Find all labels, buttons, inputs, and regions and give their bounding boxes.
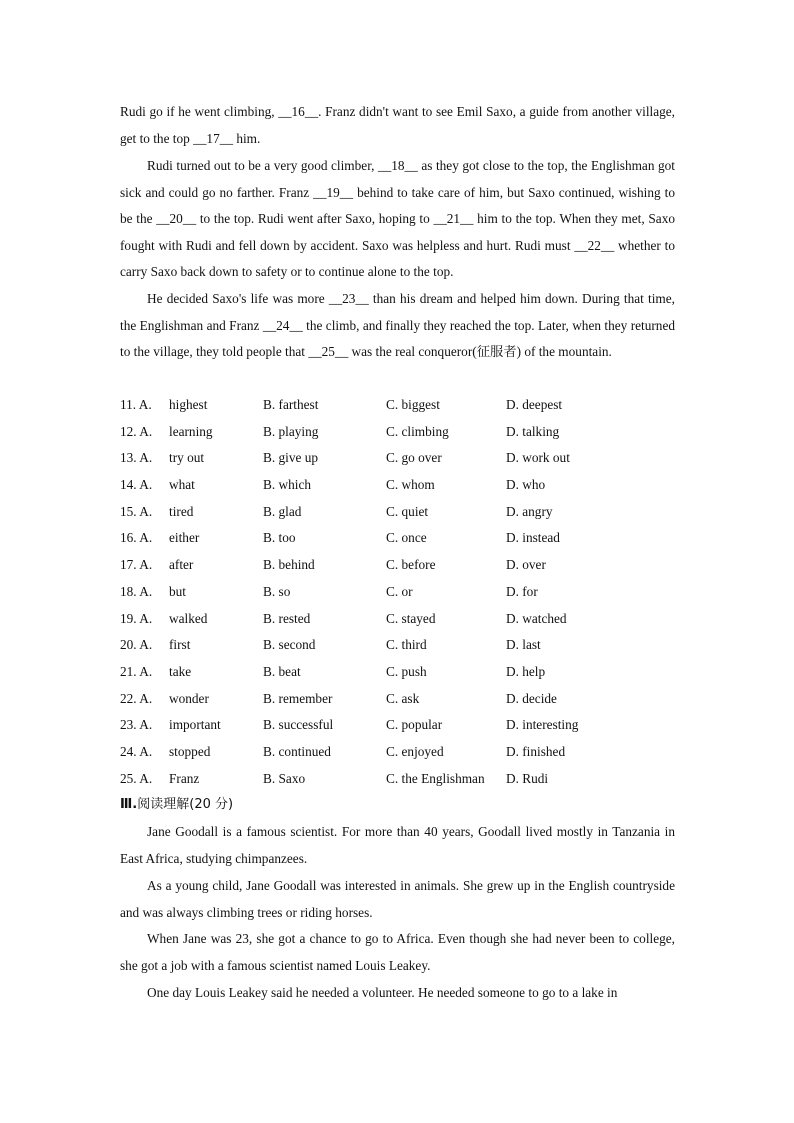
reading-paragraph-2 [120, 873, 675, 926]
option-b: B. behind [263, 557, 315, 573]
option-b: B. glad [263, 503, 302, 519]
option-d: D. over [506, 557, 546, 573]
option-row [120, 499, 680, 526]
option-c: C. biggest [386, 397, 440, 412]
passage-paragraph-2-text: Rudi turned out to be a very good climber, __18__ as they got close to the top, the Englishman got sick and could go no farther. Franz __19__ behind to take care of him, but Saxo continued, wishing to be the __20__ to the top. Rudi went after Saxo, hoping to __21__ him to the top. When they met, Saxo fought with Rudi and fell down by accident. Saxo was helpless and hurt. Rudi must __22__ whether to carry Saxo back down to safety or to continue alone to the top. [120, 158, 675, 280]
option-row [120, 686, 680, 713]
option-row [120, 525, 680, 552]
question-number: 14. A. [120, 477, 153, 493]
option-b: B. successful [263, 717, 334, 733]
option-d: D. help [506, 663, 546, 679]
option-a: walked [169, 610, 208, 626]
option-a: tired [169, 503, 194, 519]
passage-paragraph-3-text: He decided Saxo's life was more __23__ than his dream and helped him down. During that time, the Englishman and Franz __24__ the climb, and finally they reached the top. Later, when they returned to the village, they told people that __25__ was the real conqueror(征服者) of the mountain. [120, 291, 675, 360]
option-c: C. or [386, 583, 413, 599]
option-c: C. enjoyed [386, 743, 444, 759]
passage-paragraph-2 [120, 153, 675, 286]
option-a: either [169, 530, 200, 546]
option-row [120, 445, 680, 472]
option-b: B. continued [263, 743, 331, 759]
option-d: D. who [506, 477, 546, 493]
option-c: C. before [386, 557, 436, 573]
option-a: important [169, 717, 221, 733]
section-title-text: 阅读理解 [137, 797, 190, 812]
passage-paragraph-1: Rudi go if he went climbing, __16__. Franz didn't want to see Emil Saxo, a guide from another village, get to the top __17__ him. [120, 104, 675, 146]
option-a: take [169, 663, 192, 679]
option-b: B. which [263, 477, 312, 493]
option-c: C. quiet [386, 503, 429, 519]
option-d: D. instead [506, 530, 560, 546]
question-number: 13. A. [120, 450, 153, 466]
option-d: D. angry [506, 503, 553, 519]
question-number: 12. A. [120, 423, 153, 439]
option-row [120, 552, 680, 579]
option-row [120, 766, 680, 793]
question-number: 15. A. [120, 503, 153, 519]
option-b: B. rested [263, 610, 311, 626]
option-d: D. last [506, 637, 541, 653]
option-row [120, 606, 680, 633]
option-row [120, 472, 680, 499]
question-number: 22. A. [120, 690, 153, 706]
answer-options-list [120, 392, 680, 792]
option-a: Franz [169, 770, 200, 786]
option-c: C. ask [386, 690, 420, 706]
passage-paragraph-3 [120, 286, 675, 366]
question-number: 24. A. [120, 743, 153, 759]
reading-paragraph-4 [120, 980, 675, 1007]
option-d: D. interesting [506, 717, 579, 733]
option-row [120, 739, 680, 766]
option-d: D. for [506, 583, 538, 599]
option-c: C. third [386, 637, 427, 653]
option-d: D. decide [506, 690, 557, 706]
option-b: B. so [263, 583, 291, 599]
option-d: D. Rudi [506, 770, 549, 786]
option-a: after [169, 557, 194, 573]
option-d: D. talking [506, 423, 560, 439]
option-row [120, 659, 680, 686]
option-c: C. climbing [386, 423, 449, 439]
question-number: 21. A. [120, 663, 153, 679]
question-number: 16. A. [120, 530, 153, 546]
question-number: 11. A. [120, 397, 152, 412]
option-c: C. once [386, 530, 427, 546]
reading-paragraph-1-text: Jane Goodall is a famous scientist. For more than 40 years, Goodall lived mostly in Tanzania in East Africa, studying chimpanzees. [120, 824, 675, 866]
option-b: B. too [263, 530, 296, 546]
option-d: D. work out [506, 450, 570, 466]
option-row [120, 579, 680, 606]
option-a: highest [169, 397, 208, 412]
section-score: (20 分) [189, 797, 234, 812]
reading-paragraph-1 [120, 819, 675, 872]
option-b: B. remember [263, 690, 333, 706]
section-heading [120, 792, 233, 819]
reading-paragraph-3-text: When Jane was 23, she got a chance to go to Africa. Even though she had never been to college, she got a job with a famous scientist named Louis Leakey. [120, 931, 675, 973]
option-b: B. beat [263, 663, 301, 679]
option-a: try out [169, 450, 205, 466]
option-b: B. playing [263, 423, 319, 439]
reading-paragraph-3 [120, 926, 675, 979]
option-c: C. the Englishman [386, 770, 485, 786]
question-number: 23. A. [120, 717, 153, 733]
option-d: D. watched [506, 610, 567, 626]
question-number: 20. A. [120, 637, 153, 653]
option-b: B. give up [263, 450, 319, 466]
option-row [120, 392, 680, 419]
option-d: D. deepest [506, 397, 563, 412]
section-roman-numeral: Ⅲ. [120, 797, 138, 812]
option-b: B. second [263, 637, 316, 653]
option-a: stopped [169, 743, 211, 759]
option-b: B. farthest [263, 397, 319, 412]
option-a: first [169, 637, 191, 653]
option-c: C. go over [386, 450, 442, 466]
question-number: 25. A. [120, 770, 153, 786]
option-b: B. Saxo [263, 770, 306, 786]
option-a: but [169, 583, 186, 599]
question-number: 18. A. [120, 583, 153, 599]
option-row [120, 712, 680, 739]
option-c: C. whom [386, 477, 435, 493]
option-row [120, 419, 680, 446]
option-c: C. push [386, 663, 427, 679]
option-a: wonder [169, 690, 209, 706]
option-c: C. stayed [386, 610, 436, 626]
reading-paragraph-4-text: One day Louis Leakey said he needed a volunteer. He needed someone to go to a lake in [147, 985, 618, 1000]
reading-paragraph-2-text: As a young child, Jane Goodall was interested in animals. She grew up in the English countryside and was always climbing trees or riding horses. [120, 878, 675, 920]
option-a: what [169, 477, 195, 493]
option-c: C. popular [386, 717, 443, 733]
question-number: 17. A. [120, 557, 153, 573]
option-row [120, 632, 680, 659]
option-a: learning [169, 423, 213, 439]
option-d: D. finished [506, 743, 566, 759]
question-number: 19. A. [120, 610, 153, 626]
